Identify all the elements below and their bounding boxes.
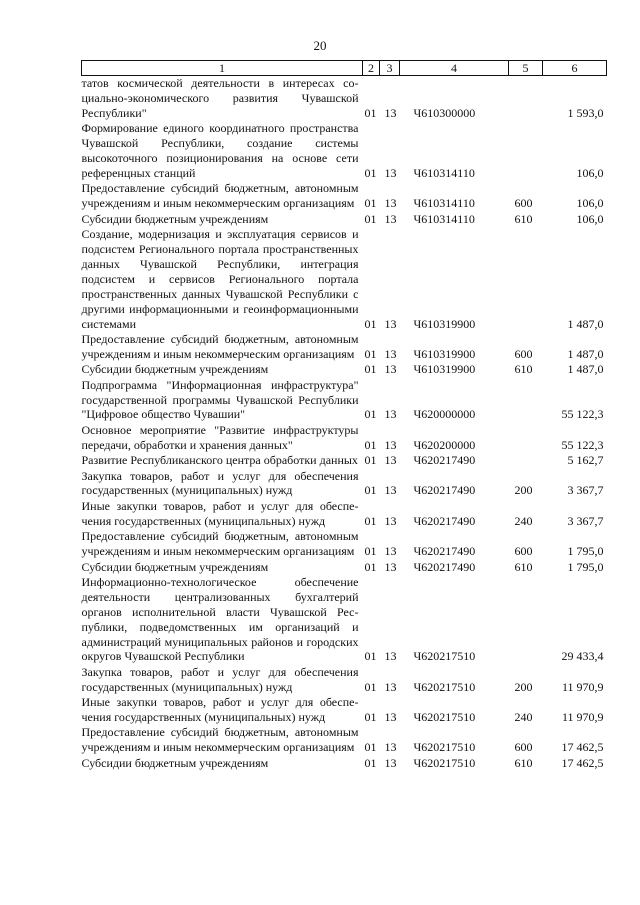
table-row — [82, 695, 607, 725]
table-row — [82, 575, 607, 665]
subsection-code: 13 — [384, 346, 397, 361]
section-code: 01 — [364, 513, 377, 528]
item-name: Предоставление субсидий бюджетным, автономным учреждениям и иным некоммерческим организациям — [81, 725, 359, 755]
expense-type-code: 600 — [514, 740, 533, 755]
section-code: 01 — [364, 755, 377, 770]
table-row — [82, 756, 607, 771]
amount: 1 593,0 — [567, 105, 604, 120]
table-row — [82, 76, 607, 122]
expense-type-code: 600 — [514, 544, 533, 559]
subsection-code: 13 — [384, 710, 397, 725]
target-article-code: Ч620217490 — [413, 513, 476, 528]
item-name: Формирование единого координатного пространства Чувашской Республики, создание системы высокоточного позиционирования на основе сети референцных станций — [81, 121, 359, 180]
subsection-code: 13 — [384, 544, 397, 559]
target-article-code: Ч620217510 — [413, 755, 476, 770]
table-row — [82, 725, 607, 755]
target-article-code: Ч620217510 — [413, 649, 476, 664]
section-code: 01 — [364, 437, 377, 452]
item-name: Подпрограмма "Информационная инфраструктура" государственной программы Чувашской Республики "Цифровое общество Чувашии" — [81, 377, 359, 422]
section-code: 01 — [364, 679, 377, 694]
target-article-code: Ч610314110 — [413, 211, 475, 226]
section-code: 01 — [364, 211, 377, 226]
expense-type-code: 600 — [514, 196, 533, 211]
target-article-code: Ч620217490 — [413, 559, 476, 574]
subsection-code: 13 — [384, 316, 397, 331]
subsection-code: 13 — [384, 362, 397, 377]
item-name: Закупка товаров, работ и услуг для обеспечения государственных (муниципальных) нужд — [81, 664, 359, 694]
item-name: татов космической деятельности в интересах социально-экономического развития Чувашской Республики" — [81, 76, 359, 120]
column-number-header: 4 — [400, 61, 509, 76]
amount: 1 487,0 — [567, 316, 604, 331]
item-name: Субсидии бюджетным учреждениям — [81, 211, 269, 226]
amount: 1 795,0 — [567, 544, 604, 559]
amount: 55 122,3 — [561, 437, 604, 452]
item-name: Субсидии бюджетным учреждениям — [81, 559, 269, 574]
section-code: 01 — [364, 407, 377, 422]
target-article-code: Ч610319900 — [413, 316, 476, 331]
target-article-code: Ч620000000 — [413, 407, 476, 422]
section-code: 01 — [364, 559, 377, 574]
target-article-code: Ч620217510 — [413, 740, 476, 755]
table-row — [82, 332, 607, 362]
budget-table — [81, 60, 607, 771]
column-number-header: 3 — [380, 61, 400, 76]
amount: 106,0 — [576, 211, 604, 226]
target-article-code: Ч610314110 — [413, 165, 475, 180]
section-code: 01 — [364, 544, 377, 559]
amount: 106,0 — [576, 165, 604, 180]
expense-type-code — [509, 453, 543, 468]
table-row — [82, 529, 607, 559]
amount: 3 367,7 — [567, 483, 604, 498]
subsection-code: 13 — [384, 513, 397, 528]
section-code: 01 — [364, 740, 377, 755]
target-article-code: Ч620217510 — [413, 710, 476, 725]
section-code: 01 — [364, 316, 377, 331]
expense-type-code: 200 — [514, 679, 533, 694]
target-article-code: Ч620200000 — [413, 437, 476, 452]
subsection-code: 13 — [384, 196, 397, 211]
target-article-code: Ч610314110 — [413, 196, 475, 211]
expense-type-code — [509, 423, 543, 453]
amount: 1 487,0 — [567, 362, 604, 377]
item-name: Предоставление субсидий бюджетным, автономным учреждениям и иным некоммерческим организациям — [81, 529, 359, 559]
column-number-header: 2 — [363, 61, 380, 76]
subsection-code: 13 — [384, 483, 397, 498]
item-name: Иные закупки товаров, работ и услуг для обеспечения государственных (муниципальных) нужд — [81, 695, 359, 725]
item-name: Субсидии бюджетным учреждениям — [81, 755, 269, 770]
section-code: 01 — [364, 453, 377, 468]
table-row — [82, 362, 607, 377]
column-number-row — [82, 61, 607, 76]
expense-type-code: 610 — [514, 755, 533, 770]
table-row — [82, 227, 607, 332]
expense-type-code — [509, 575, 543, 665]
subsection-code: 13 — [384, 165, 397, 180]
table-row — [82, 560, 607, 575]
amount: 3 367,7 — [567, 513, 604, 528]
expense-type-code: 240 — [514, 513, 533, 528]
target-article-code: Ч620217510 — [413, 679, 476, 694]
section-code: 01 — [364, 346, 377, 361]
table-row — [82, 423, 607, 453]
subsection-code: 13 — [384, 407, 397, 422]
column-number-header: 5 — [509, 61, 543, 76]
section-code: 01 — [364, 362, 377, 377]
subsection-code: 13 — [384, 559, 397, 574]
amount: 5 162,7 — [567, 453, 604, 468]
column-number-header: 1 — [82, 61, 363, 76]
item-name: Предоставление субсидий бюджетным, автономным учреждениям и иным некоммерческим организациям — [81, 181, 359, 211]
page-number: 20 — [313, 38, 327, 53]
amount: 17 462,5 — [561, 755, 604, 770]
section-code: 01 — [364, 165, 377, 180]
target-article-code: Ч610300000 — [413, 105, 476, 120]
target-article-code: Ч610319900 — [413, 362, 476, 377]
amount: 55 122,3 — [561, 407, 604, 422]
section-code: 01 — [364, 710, 377, 725]
expense-type-code — [509, 378, 543, 423]
amount: 11 970,9 — [561, 679, 604, 694]
amount: 1 795,0 — [567, 559, 604, 574]
subsection-code: 13 — [384, 740, 397, 755]
table-row — [82, 378, 607, 423]
amount: 1 487,0 — [567, 346, 604, 361]
expense-type-code: 200 — [514, 483, 533, 498]
table-row — [82, 121, 607, 181]
target-article-code: Ч620217490 — [413, 453, 476, 468]
expense-type-code — [509, 121, 543, 181]
section-code: 01 — [364, 649, 377, 664]
table-row — [82, 453, 607, 468]
table-row — [82, 181, 607, 211]
section-code: 01 — [364, 483, 377, 498]
amount: 29 433,4 — [561, 649, 604, 664]
target-article-code: Ч620217490 — [413, 544, 476, 559]
subsection-code: 13 — [384, 211, 397, 226]
expense-type-code — [509, 227, 543, 332]
expense-type-code: 600 — [514, 346, 533, 361]
amount: 106,0 — [576, 196, 604, 211]
item-name: Создание, модернизация и эксплуатация сервисов и подсистем Регионального портала пространственных данных Чувашской Республики, интеграция подсистем и сервисов Регионального портала пространственных данных Чувашской Республики с другими информационными и геоинформационными системами — [81, 227, 359, 331]
item-name: Закупка товаров, работ и услуг для обеспечения государственных (муниципальных) нужд — [81, 468, 359, 498]
column-number-header: 6 — [543, 61, 607, 76]
target-article-code: Ч620217490 — [413, 483, 476, 498]
subsection-code: 13 — [384, 679, 397, 694]
table-row — [82, 499, 607, 529]
table-row — [82, 665, 607, 695]
item-name: Информационно-технологическое обеспечение деятельности централизованных бухгалтерий органов исполнительной власти Чувашской Республики, подведомственных им организаций и администраций муниципальных районов и городских округов Чувашской Республики — [81, 574, 359, 664]
subsection-code: 13 — [384, 105, 397, 120]
expense-type-code — [509, 76, 543, 122]
item-name: Основное мероприятие "Развитие инфраструктуры передачи, обработки и хранения данных" — [81, 422, 359, 452]
subsection-code: 13 — [384, 755, 397, 770]
subsection-code: 13 — [384, 437, 397, 452]
expense-type-code: 610 — [514, 362, 533, 377]
item-name: Иные закупки товаров, работ и услуг для обеспечения государственных (муниципальных) нужд — [81, 498, 359, 528]
item-name: Субсидии бюджетным учреждениям — [81, 362, 269, 377]
subsection-code: 13 — [384, 649, 397, 664]
section-code: 01 — [364, 196, 377, 211]
amount: 11 970,9 — [561, 710, 604, 725]
amount: 17 462,5 — [561, 740, 604, 755]
table-row — [82, 469, 607, 499]
expense-type-code: 240 — [514, 710, 533, 725]
subsection-code: 13 — [384, 453, 397, 468]
item-name: Развитие Республиканского центра обработки данных — [81, 453, 358, 468]
expense-type-code: 610 — [514, 559, 533, 574]
section-code: 01 — [364, 105, 377, 120]
item-name: Предоставление субсидий бюджетным, автономным учреждениям и иным некоммерческим организациям — [81, 331, 359, 361]
expense-type-code: 610 — [514, 211, 533, 226]
table-row — [82, 212, 607, 227]
target-article-code: Ч610319900 — [413, 346, 476, 361]
